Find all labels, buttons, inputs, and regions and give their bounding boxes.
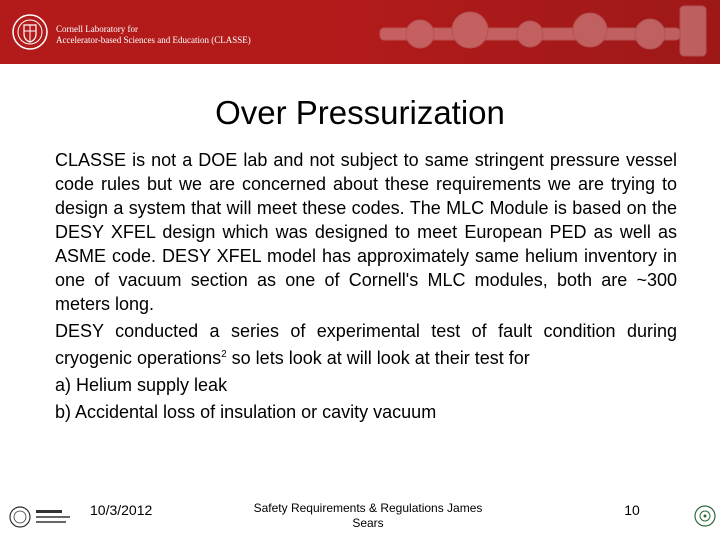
list-item-a: a) Helium supply leak [55,375,228,395]
paragraph-1: CLASSE is not a DOE lab and not subject to same stringent pressure vessel code rules but we are concerned about these requirements we are trying to design a system that will meet these codes. The MLC Module is based on the DESY XFEL design which was designed to meet European PED as well as ASME code. DESY XFEL model has approximately same helium inventory in one of vacuum section as one of Cornell's MLC modules, both are ~300 meters long. [55,150,677,314]
header-banner [0,0,720,64]
page-number: 10 [624,502,640,518]
footer-date: 10/3/2012 [90,502,153,518]
cornell-logo-icon [8,505,88,529]
footnote-marker: 2 [221,349,227,360]
paragraph-2-text-end: so lets look at will look at their test for [226,348,530,368]
paragraph-2-text: DESY conducted a series of experimental test of fault condition during cryogenic operations [55,321,677,368]
list-item-b: b) Accidental loss of insulation or cavity vacuum [55,402,437,422]
paragraph-2 [55,319,677,370]
org-name [56,24,251,46]
footer-title: Safety Requirements & Regulations James Sears [253,501,483,530]
accelerator-image [360,0,720,64]
org-line-1: Cornell Laboratory for [56,24,138,34]
org-line-2: Accelerator-based Sciences and Education (CLASSE) [56,35,251,45]
seal-logo-icon [694,505,716,527]
slide-title: Over Pressurization [215,94,505,131]
slide-body [55,148,677,427]
cornell-seal-icon [12,14,48,50]
